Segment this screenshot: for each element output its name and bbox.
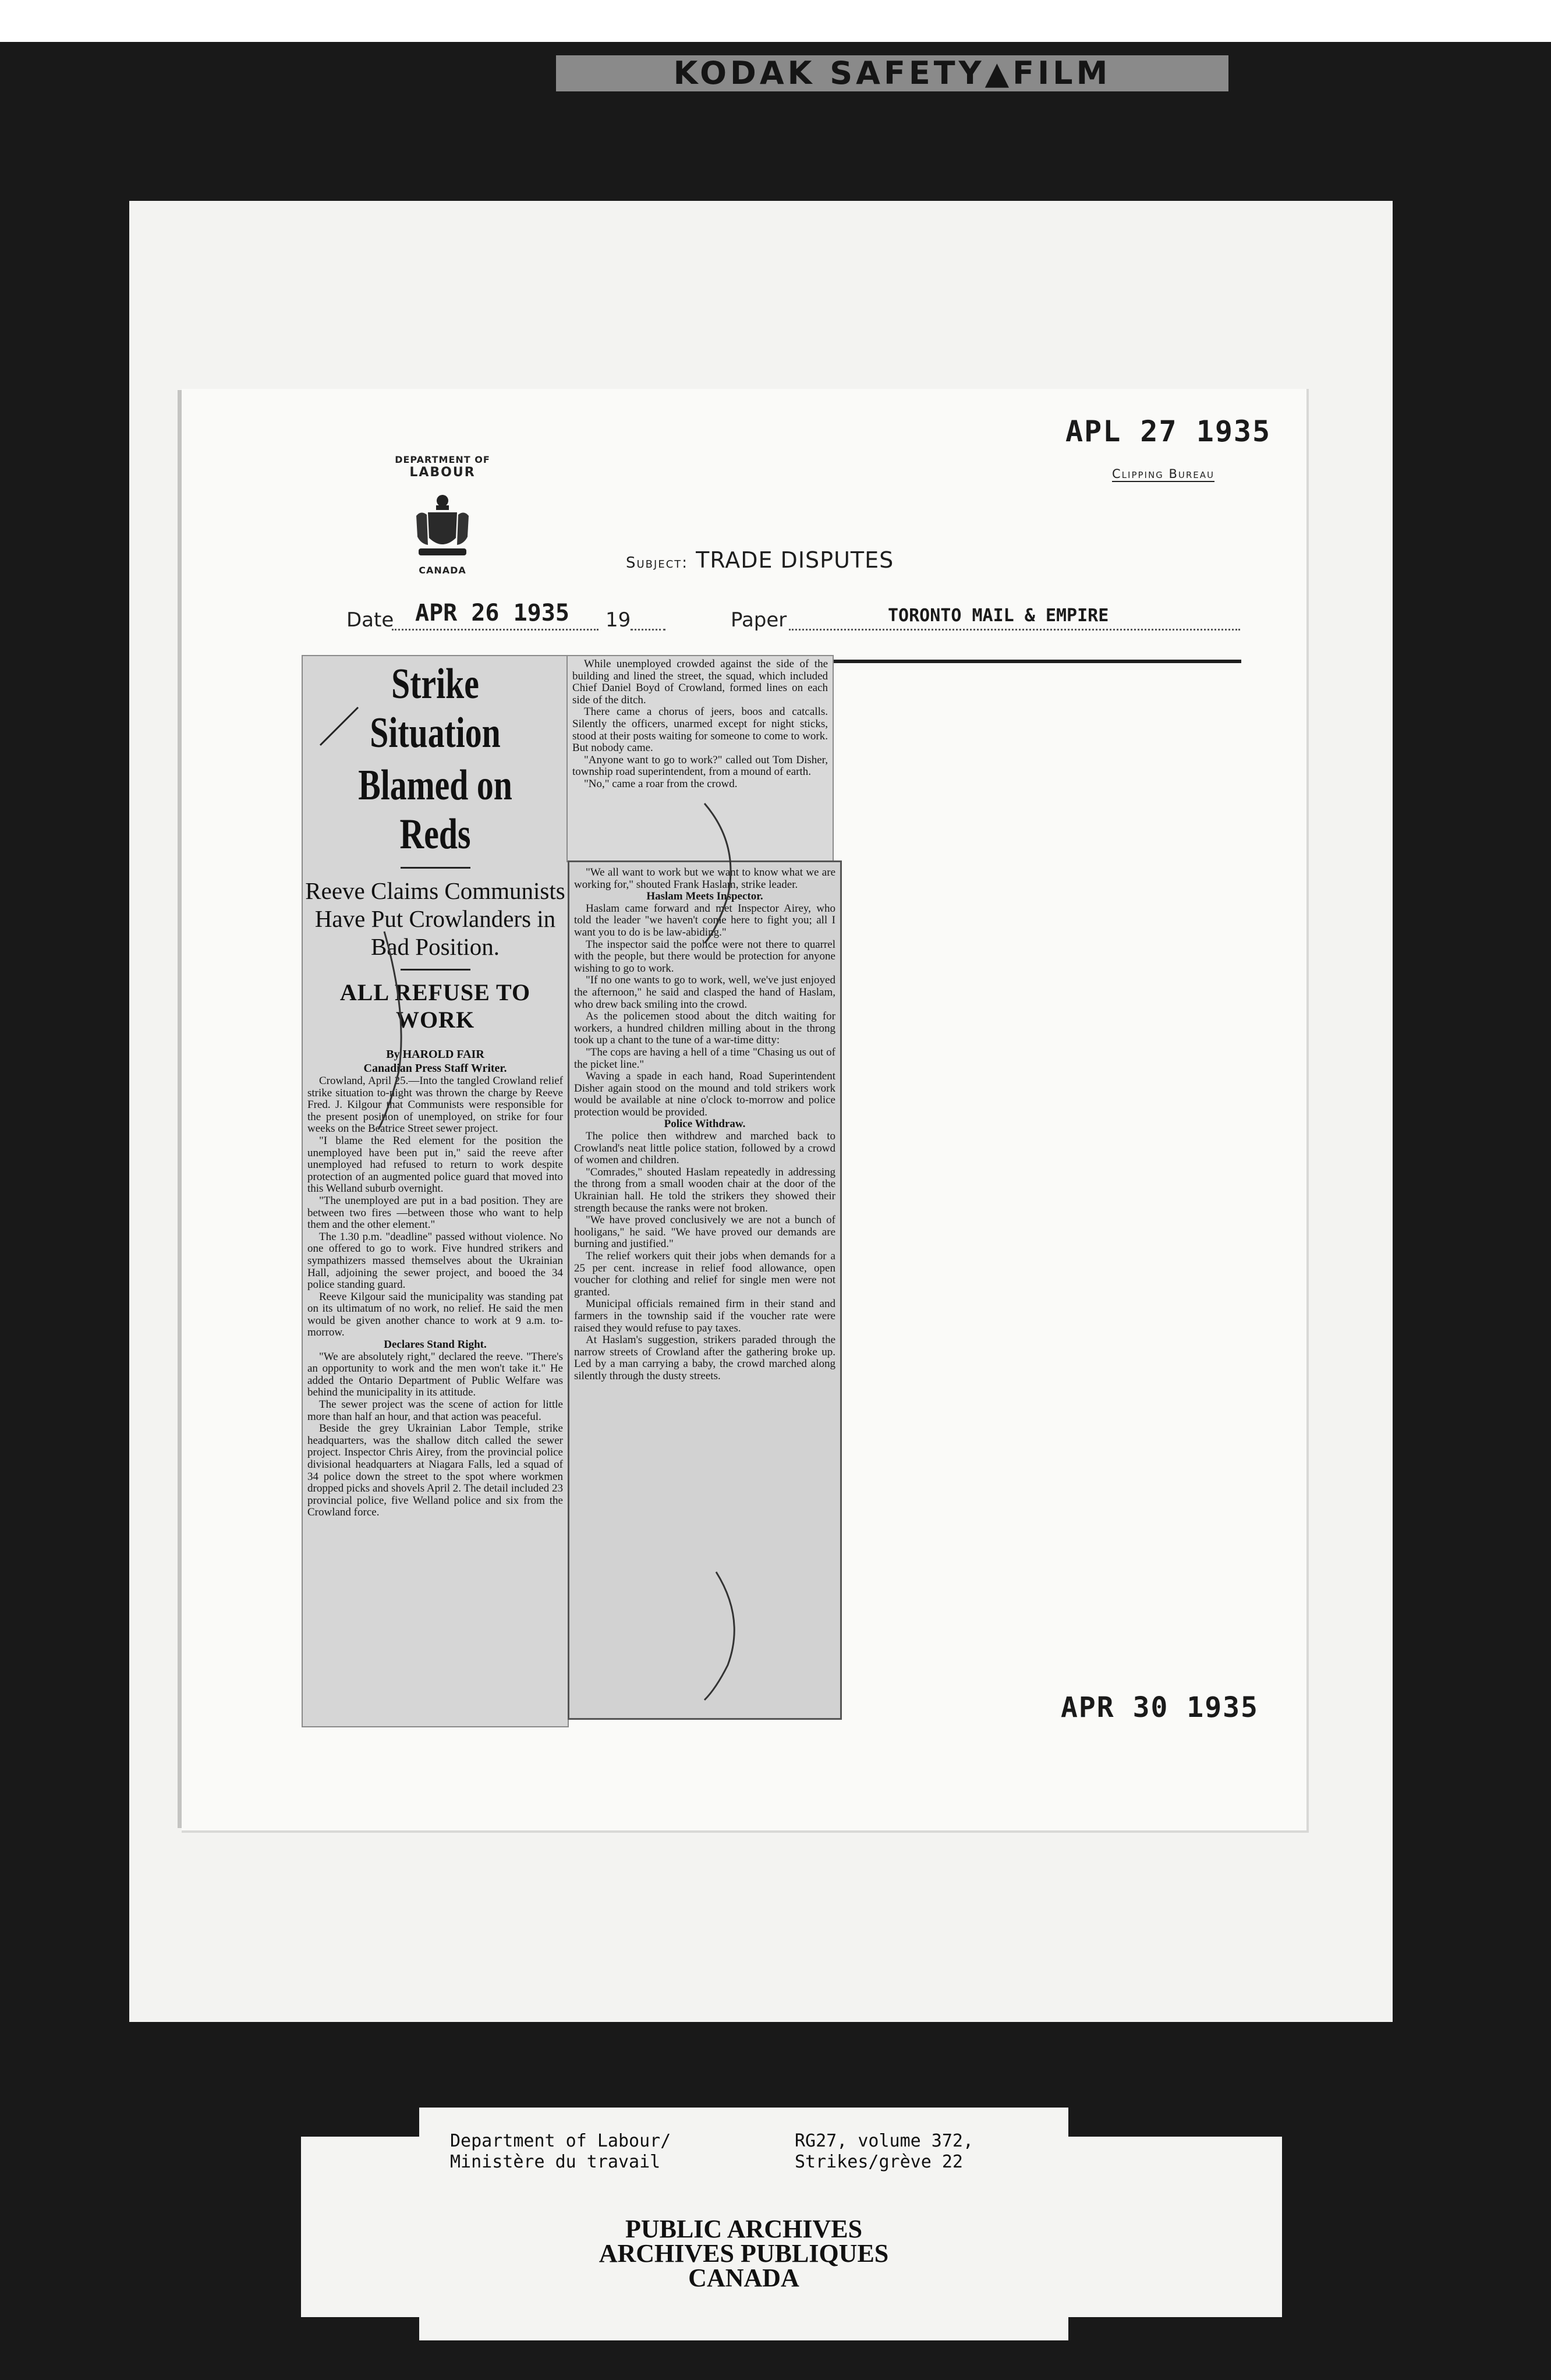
paragraph: "Anyone want to go to work?" called out Tom Disher, township road superintendent, from a mound of earth. xyxy=(572,753,828,778)
section-subhead: Police Withdraw. xyxy=(664,1118,746,1131)
paragraph: Haslam came forward and met Inspector Airey, who told the leader "we haven't come here to fight you; all I want you to do is be law-abiding." xyxy=(574,902,835,938)
section-subhead: Declares Stand Right. xyxy=(384,1338,487,1351)
article-subhead: ALL REFUSE TO WORK xyxy=(339,979,531,1033)
paragraph: Municipal officials remained firm in their stand and farmers in the township said if the voucher rate were raised they would refuse to pay taxes. xyxy=(574,1298,835,1334)
section-subhead: Haslam Meets Inspector. xyxy=(646,890,763,903)
byline-author: By HAROLD FAIR xyxy=(386,1048,484,1061)
subject-value: TRADE DISPUTES xyxy=(696,547,894,573)
paragraph: "We are absolutely right," declared the reeve. "There's an opportunity to work and the men won't take it." He added the Ontario Department of Public Welfare was behind the municipality in its attitude. xyxy=(307,1350,563,1399)
department-country: CANADA xyxy=(419,565,466,576)
label-ref-file: Strikes/grève 22 xyxy=(795,2152,963,2172)
article-deck: Reeve Claims Communists Have Put Crowlanders in Bad Position. xyxy=(305,877,565,960)
department-line1: DEPARTMENT OF xyxy=(395,454,490,465)
clipping-bureau-label: Clipping Bureau xyxy=(1112,467,1215,481)
paragraph: "We have proved conclusively we are not a bunch of hooligans," he said. "We have proved our demands are burning and justified." xyxy=(574,1214,835,1251)
label-dept-en: Department of Labour/ xyxy=(450,2131,671,2151)
paragraph: Reeve Kilgour said the municipality was standing pat on its ultimatum of no work, no relief. He said the men would be given another chance to work at 9 a.m. to-morrow. xyxy=(307,1290,563,1339)
department-line2: LABOUR xyxy=(409,465,476,480)
paragraph: "I blame the Red element for the position the unemployed have been put in," said the reeve after unemployed had refused to return to work despite protection of an augmented police guard that moved into this Welland suburb overnight. xyxy=(307,1134,563,1195)
canadian-coat-of-arms-icon xyxy=(410,493,474,562)
paragraph: As the policemen stood about the ditch waiting for workers, a hundred children milling about in the throng took up a chant to the tune of a war-time ditty: xyxy=(574,1010,835,1047)
paragraph: "If no one wants to go to work, well, we've just enjoyed the afternoon," he said and clasped the hand of Haslam, who drew back smiling into the crowd. xyxy=(574,974,835,1011)
date-value: APR 26 1935 xyxy=(415,600,569,626)
year-prefix: 19 xyxy=(605,608,631,632)
paragraph: Crowland, April 25.—Into the tangled Crowland relief strike situation to-night was thrown the charge by Reeve Fred. J. Kilgour that Communists were responsible for the present position of unemployed, on strike for four weeks on the Beatrice Street sewer project. xyxy=(307,1075,563,1135)
paper-dotted-line xyxy=(789,629,1240,631)
label-dept-fr: Ministère du travail xyxy=(450,2152,661,2172)
public-archives-title xyxy=(419,2217,1068,2290)
pa-line-en: PUBLIC ARCHIVES xyxy=(625,2215,863,2243)
paper-value: TORONTO MAIL & EMPIRE xyxy=(888,605,1109,626)
label-ref-volume: RG27, volume 372, xyxy=(795,2131,974,2151)
department-letterhead xyxy=(373,454,512,576)
subject-label: Subject: xyxy=(626,554,689,572)
paragraph: "The unemployed are put in a bad position. They are between two fires —between those who want to help them and the other element." xyxy=(307,1194,563,1231)
paragraph: The inspector said the police were not there to quarrel with the people, but there would be protection for anyone wishing to go to work. xyxy=(574,938,835,975)
paragraph: "No," came a roar from the crowd. xyxy=(584,777,738,790)
paragraph: "The cops are having a hell of a time "Chasing us out of the picket line." xyxy=(574,1046,835,1071)
headline-line1: Strike Situation xyxy=(370,660,501,757)
pa-line-fr: ARCHIVES PUBLIQUES xyxy=(599,2239,889,2268)
paragraph: The police then withdrew and marched back to Crowland's neat little police station, followed by a crowd of women and children. xyxy=(574,1130,835,1167)
received-date-stamp: APL 27 1935 xyxy=(1065,415,1272,448)
pencil-marks xyxy=(297,652,879,1735)
paragraph: While unemployed crowded against the side of the building and lined the street, the squad, which included Chief Daniel Boyd of Crowland, formed lines on each side of the ditch. xyxy=(572,658,828,706)
paragraph: Beside the grey Ukrainian Labor Temple, strike headquarters, was the shallow ditch called the sewer project. Inspector Chris Airey, from the provincial police divisional headquarters at Niagara Falls, led a squad of 34 police down the street to the spot where workmen dropped picks and shovels April 2. The detail included 23 provincial police, five Welland police and six from the Crowland force. xyxy=(307,1422,563,1519)
headline-line2: Blamed on Reds xyxy=(358,762,512,858)
subject-line xyxy=(626,547,894,573)
film-edge-print: KODAK SAFETY▲FILM xyxy=(556,55,1228,91)
paragraph: The sewer project was the scene of action for little more than half an hour, and that action was peaceful. xyxy=(307,1398,563,1423)
year-dotted-line xyxy=(631,629,665,631)
filed-date-stamp: APR 30 1935 xyxy=(1061,1691,1259,1724)
film-border-top xyxy=(0,0,1551,42)
paragraph: The 1.30 p.m. "deadline" passed without violence. No one offered to go to work. Five hundred strikers and sympathizers massed themselves about the Ukrainian Hall, adjoining the sewer project, and booed the 34 police standing guard. xyxy=(307,1230,563,1291)
byline-affiliation: Canadian Press Staff Writer. xyxy=(363,1062,507,1075)
date-paper-line xyxy=(346,600,1240,640)
paragraph: "Comrades," shouted Haslam repeatedly in addressing the throng from a small wooden chair at the door of the Ukrainian hall. He told the strikers they showed their strength because the ranks were not broken. xyxy=(574,1166,835,1214)
paragraph: Waving a spade in each hand, Road Superintendent Disher again stood on the mound and told strikers work would be available at nine o'clock to-morrow and police protection would be provided. xyxy=(574,1070,835,1118)
date-label: Date xyxy=(346,608,394,632)
paper-label: Paper xyxy=(731,608,787,632)
paragraph: The relief workers quit their jobs when demands for a 25 per cent. increase in relief food allowance, open voucher for clothing and relief for single men were not granted. xyxy=(574,1250,835,1298)
paragraph: There came a chorus of jeers, boos and catcalls. Silently the officers, unarmed except for night sticks, stood at their posts waiting for someone to come to work. But nobody came. xyxy=(572,706,828,755)
paragraph: "We all want to work but we want to know what we are working for," shouted Frank Haslam, strike leader. xyxy=(574,866,835,891)
date-dotted-line xyxy=(392,629,599,631)
paragraph: At Haslam's suggestion, strikers paraded through the narrow streets of Crowland after the gathering broke up. Led by a man carrying a baby, the crowd marched along silently through the dusty streets. xyxy=(574,1334,835,1382)
pa-line-country: CANADA xyxy=(688,2264,799,2292)
